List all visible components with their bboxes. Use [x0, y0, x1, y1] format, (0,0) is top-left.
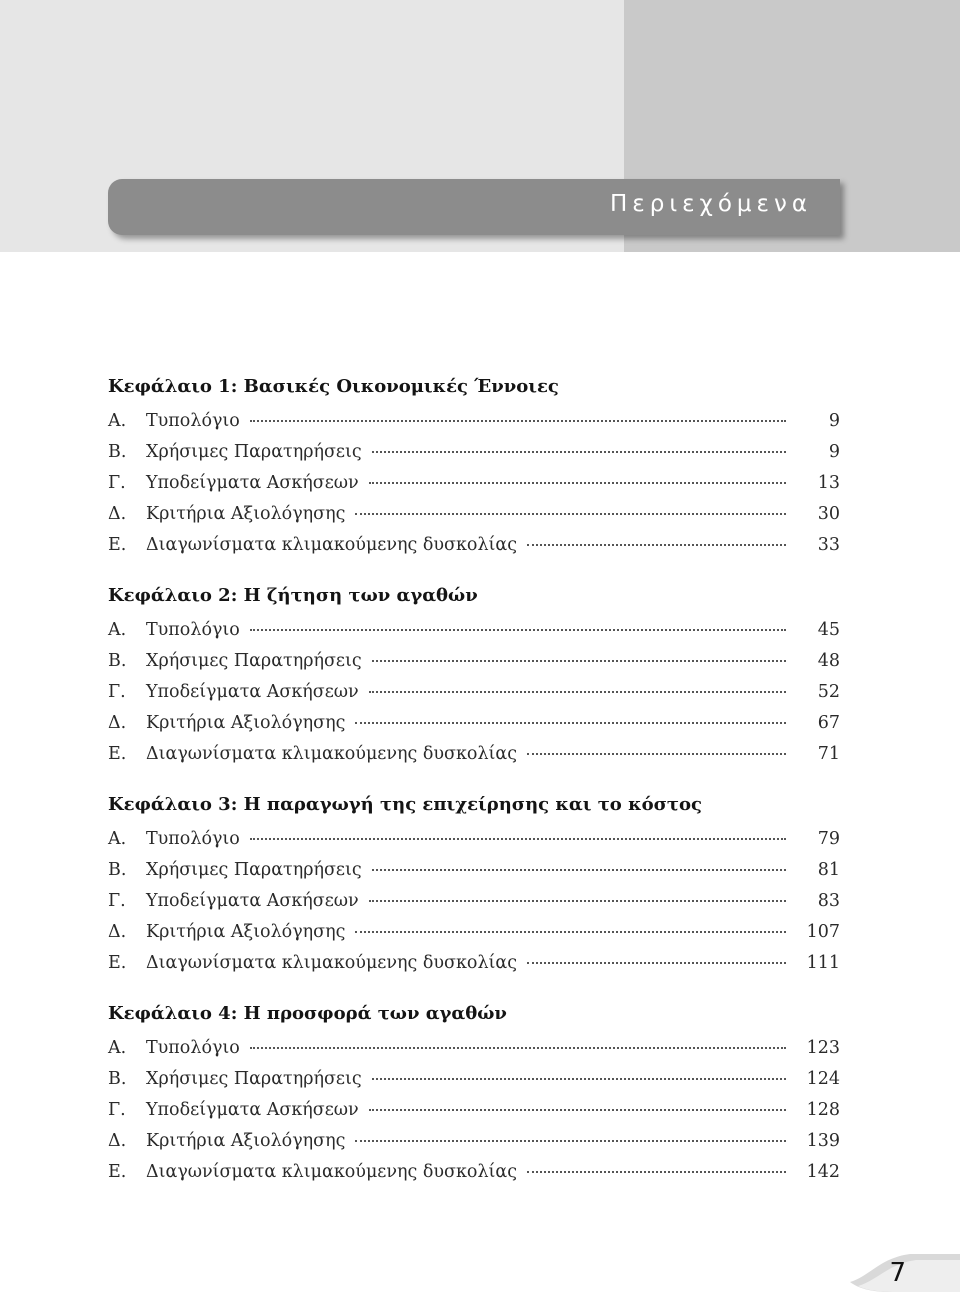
entry-page-number: 9 [828, 442, 840, 462]
entry-letter: Γ. [108, 891, 126, 911]
entry-page-number: 45 [817, 620, 840, 640]
entry-page-number: 142 [806, 1162, 840, 1182]
dot-leader [369, 481, 786, 484]
entry-letter: Δ. [108, 1131, 127, 1151]
title-bar [108, 179, 840, 235]
entry-letter: Α. [108, 411, 127, 431]
dot-leader [527, 961, 786, 964]
chapter-section [108, 999, 840, 1188]
entry-letter: Γ. [108, 473, 126, 493]
entry-letter: Β. [108, 1069, 127, 1089]
entry-label: Κριτήρια Αξιολόγησης [146, 504, 346, 524]
dot-leader [250, 837, 786, 840]
entry-page-number: 79 [817, 829, 840, 849]
entry-page-number: 52 [817, 682, 840, 702]
entry-label: Υποδείγματα Ασκήσεων [146, 1100, 359, 1120]
dot-leader [527, 752, 786, 755]
entry-label: Κριτήρια Αξιολόγησης [146, 1131, 346, 1151]
entry-label: Χρήσιμες Παρατηρήσεις [146, 860, 362, 880]
entry-letter: Α. [108, 1038, 127, 1058]
toc-entry[interactable] [108, 824, 840, 855]
toc-entry[interactable] [108, 1033, 840, 1064]
chapter-section [108, 790, 840, 979]
entry-label: Χρήσιμες Παρατηρήσεις [146, 1069, 362, 1089]
toc-entry[interactable] [108, 1064, 840, 1095]
entry-page-number: 139 [806, 1131, 840, 1151]
dot-leader [355, 721, 786, 724]
toc-entry[interactable] [108, 948, 840, 979]
dot-leader [250, 419, 786, 422]
entry-page-number: 81 [817, 860, 840, 880]
entry-letter: Ε. [108, 744, 127, 764]
entry-label: Τυπολόγιο [146, 829, 240, 849]
dot-leader [527, 543, 786, 546]
dot-leader [372, 1077, 786, 1080]
page-number-tab [850, 1252, 960, 1296]
page-title: Περιεχόμενα [610, 191, 812, 217]
toc-entry[interactable] [108, 1157, 840, 1188]
entry-page-number: 128 [806, 1100, 840, 1120]
dot-leader [372, 659, 786, 662]
entry-label: Τυπολόγιο [146, 1038, 240, 1058]
toc-entry[interactable] [108, 499, 840, 530]
dot-leader [369, 1108, 786, 1111]
chapter-section [108, 581, 840, 770]
entry-page-number: 111 [806, 953, 840, 973]
entry-letter: Α. [108, 829, 127, 849]
entry-letter: Β. [108, 442, 127, 462]
entry-page-number: 9 [828, 411, 840, 431]
entry-page-number: 67 [817, 713, 840, 733]
entry-letter: Ε. [108, 535, 127, 555]
toc-entry[interactable] [108, 468, 840, 499]
dot-leader [369, 899, 786, 902]
dot-leader [250, 1046, 786, 1049]
entry-label: Κριτήρια Αξιολόγησης [146, 713, 346, 733]
dot-leader [355, 930, 786, 933]
entry-letter: Δ. [108, 922, 127, 942]
entry-letter: Ε. [108, 953, 127, 973]
entry-label: Υποδείγματα Ασκήσεων [146, 473, 359, 493]
entry-letter: Α. [108, 620, 127, 640]
entry-label: Τυπολόγιο [146, 411, 240, 431]
entry-letter: Γ. [108, 1100, 126, 1120]
toc-entry[interactable] [108, 708, 840, 739]
dot-leader [355, 1139, 786, 1142]
dot-leader [372, 868, 786, 871]
toc-entry[interactable] [108, 646, 840, 677]
entry-label: Διαγωνίσματα κλιμακούμενης δυσκολίας [146, 1162, 518, 1182]
entry-page-number: 123 [806, 1038, 840, 1058]
entry-label: Υποδείγματα Ασκήσεων [146, 682, 359, 702]
entry-letter: Ε. [108, 1162, 127, 1182]
chapter-title[interactable]: Κεφάλαιο 3: Η παραγωγή της επιχείρησης και το κόστος [108, 794, 702, 815]
entry-page-number: 124 [806, 1069, 840, 1089]
entry-label: Χρήσιμες Παρατηρήσεις [146, 442, 362, 462]
entry-page-number: 83 [817, 891, 840, 911]
entry-label: Υποδείγματα Ασκήσεων [146, 891, 359, 911]
toc-entry[interactable] [108, 1095, 840, 1126]
entry-letter: Β. [108, 651, 127, 671]
toc-entry[interactable] [108, 437, 840, 468]
toc-entry[interactable] [108, 886, 840, 917]
page-number: 7 [889, 1258, 906, 1288]
entry-label: Τυπολόγιο [146, 620, 240, 640]
dot-leader [369, 690, 786, 693]
toc-entry[interactable] [108, 406, 840, 437]
entry-page-number: 107 [806, 922, 840, 942]
toc-entry[interactable] [108, 855, 840, 886]
dot-leader [250, 628, 786, 631]
entry-page-number: 33 [817, 535, 840, 555]
entry-page-number: 71 [817, 744, 840, 764]
entry-page-number: 30 [817, 504, 840, 524]
toc-entry[interactable] [108, 530, 840, 561]
dot-leader [527, 1170, 786, 1173]
entry-label: Διαγωνίσματα κλιμακούμενης δυσκολίας [146, 744, 518, 764]
entry-letter: Β. [108, 860, 127, 880]
chapter-title[interactable]: Κεφάλαιο 4: Η προσφορά των αγαθών [108, 1003, 507, 1024]
entry-letter: Γ. [108, 682, 126, 702]
entry-letter: Δ. [108, 504, 127, 524]
table-of-contents [108, 372, 840, 1208]
entry-page-number: 13 [817, 473, 840, 493]
toc-entry[interactable] [108, 615, 840, 646]
entry-page-number: 48 [817, 651, 840, 671]
entry-label: Διαγωνίσματα κλιμακούμενης δυσκολίας [146, 535, 518, 555]
dot-leader [355, 512, 786, 515]
toc-entry[interactable] [108, 1126, 840, 1157]
chapter-title[interactable]: Κεφάλαιο 2: Η ζήτηση των αγαθών [108, 585, 478, 606]
entry-letter: Δ. [108, 713, 127, 733]
entry-label: Κριτήρια Αξιολόγησης [146, 922, 346, 942]
chapter-section [108, 372, 840, 561]
entry-label: Χρήσιμες Παρατηρήσεις [146, 651, 362, 671]
entry-label: Διαγωνίσματα κλιμακούμενης δυσκολίας [146, 953, 518, 973]
toc-entry[interactable] [108, 739, 840, 770]
toc-entry[interactable] [108, 917, 840, 948]
dot-leader [372, 450, 786, 453]
toc-entry[interactable] [108, 677, 840, 708]
chapter-title[interactable]: Κεφάλαιο 1: Βασικές Οικονομικές Έννοιες [108, 376, 559, 397]
